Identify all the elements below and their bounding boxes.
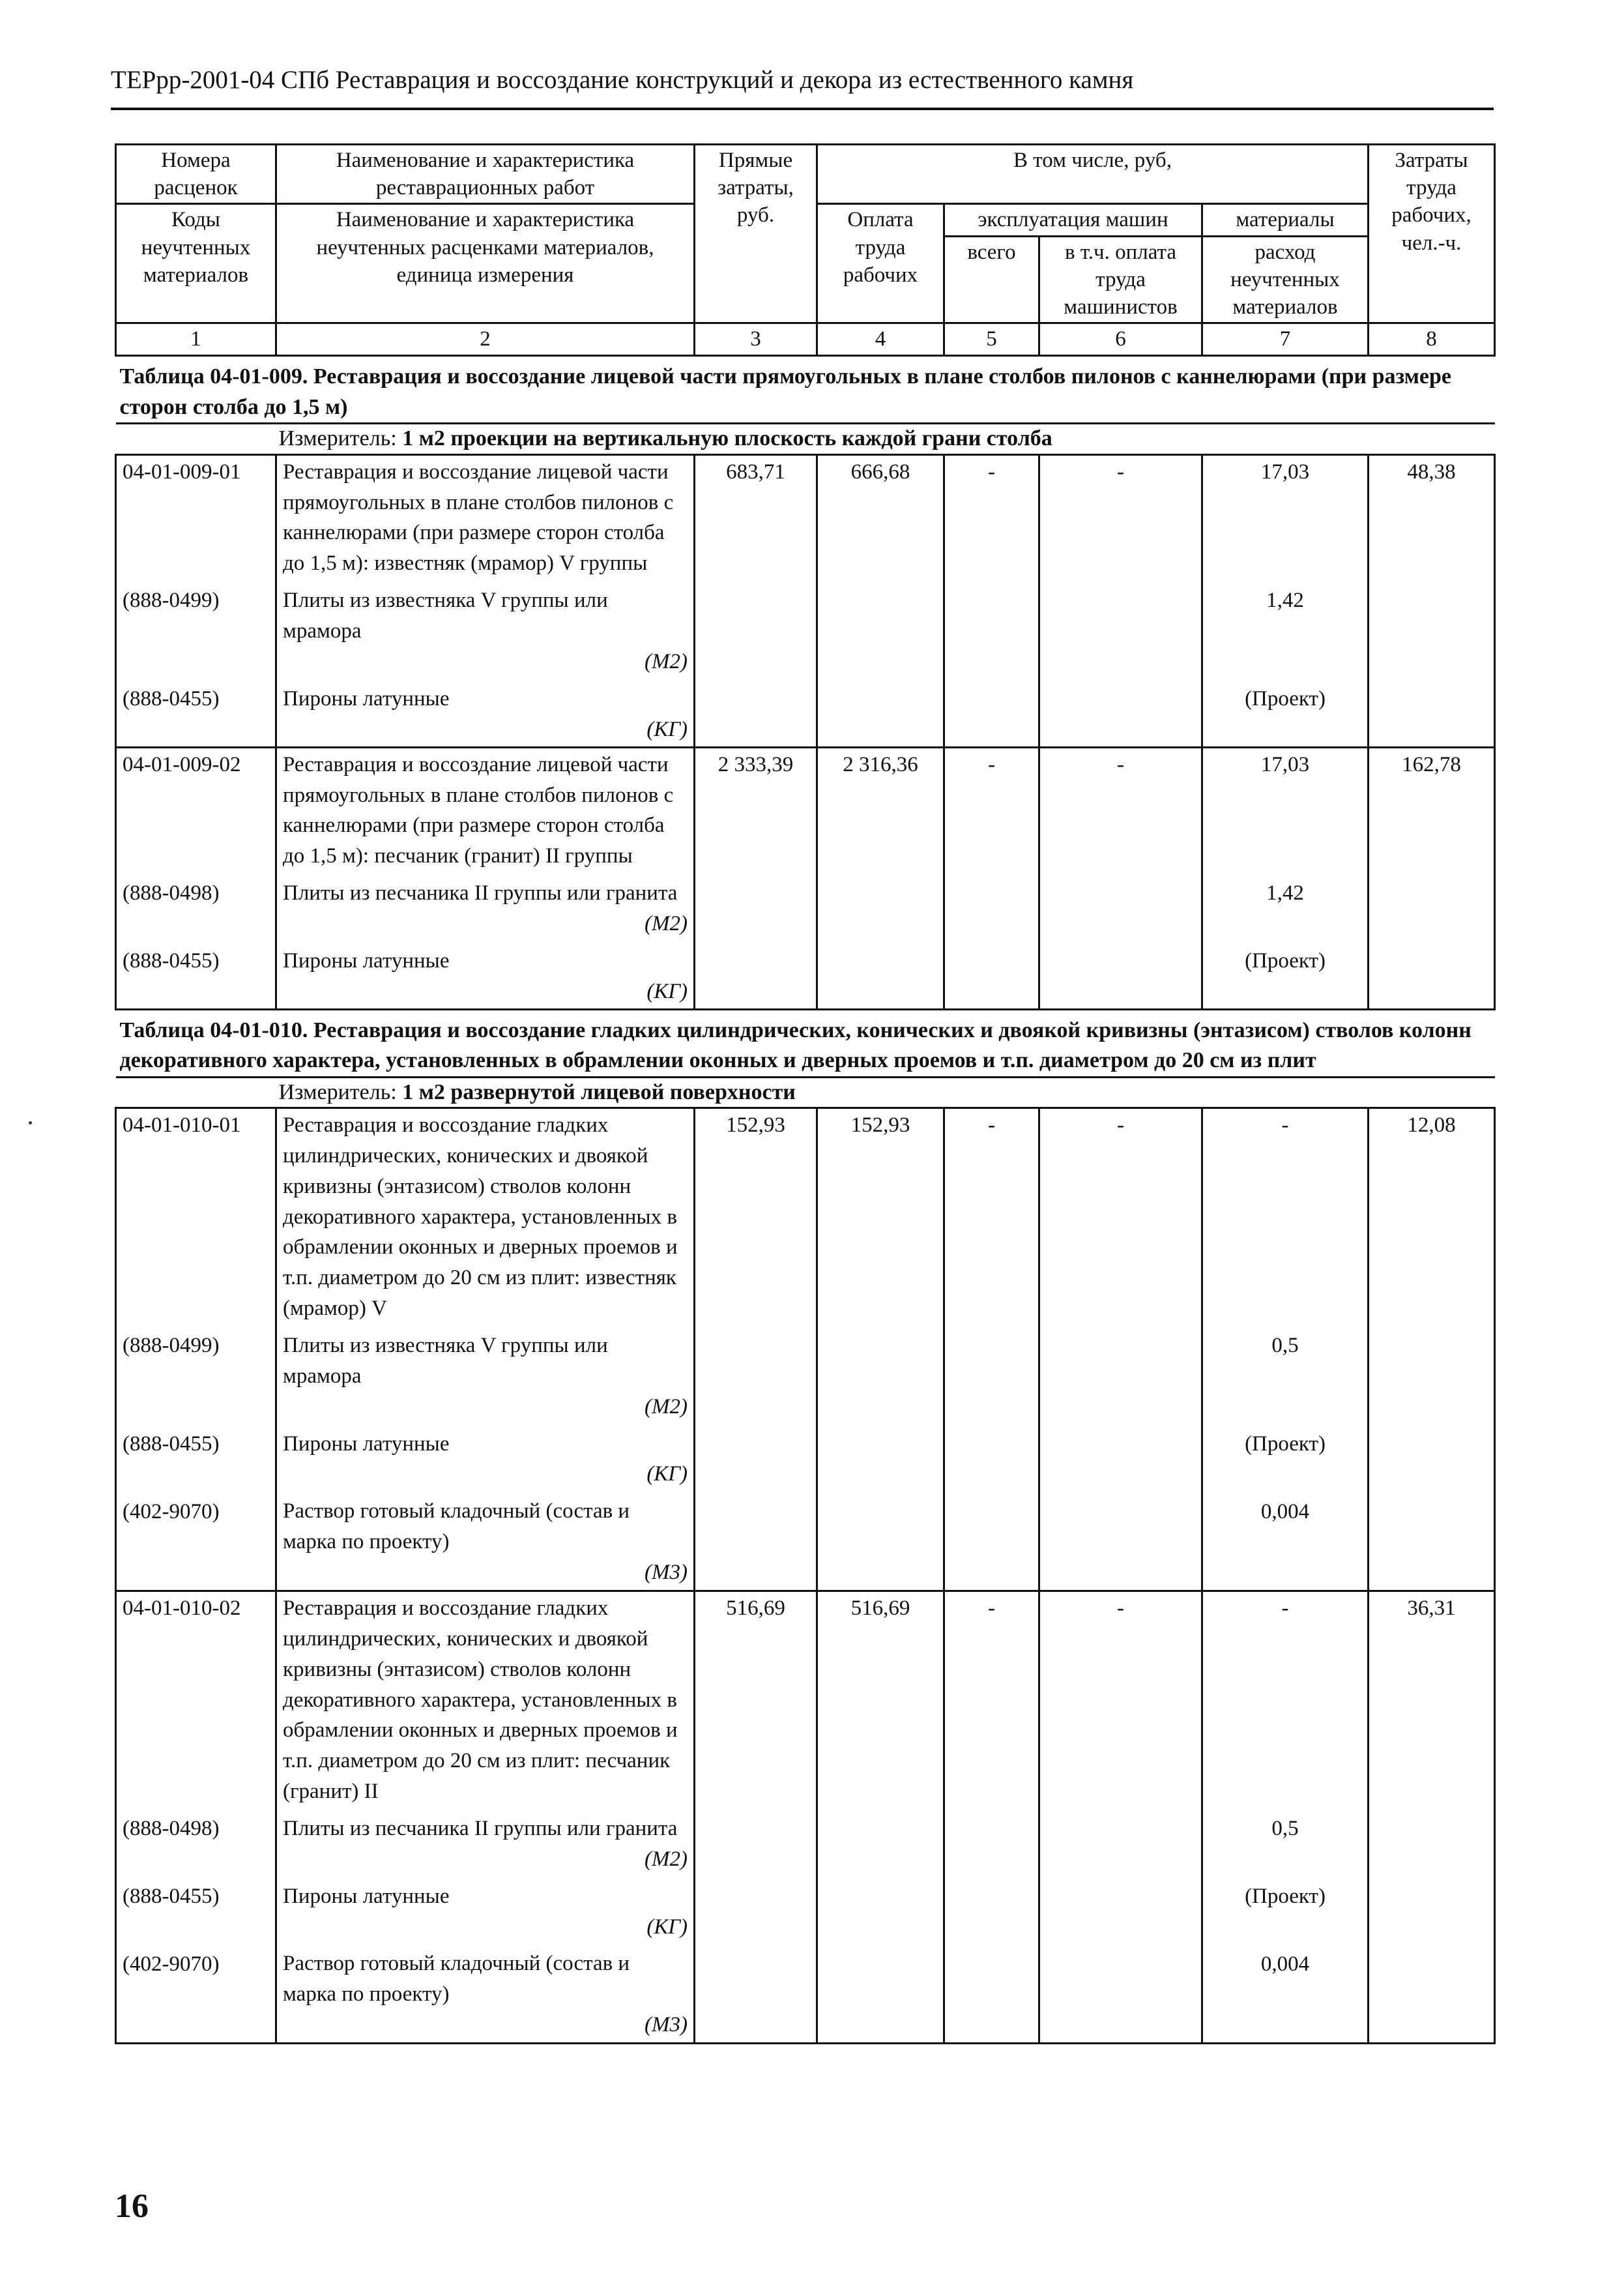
column-number-row <box>116 323 1495 356</box>
rate-code: 04-01-010-02 <box>123 1596 241 1620</box>
rate-name-cell <box>276 454 695 747</box>
measure-row <box>116 424 1495 454</box>
rate-name-cell <box>276 1108 695 1591</box>
column-number: 5 <box>944 323 1039 356</box>
header-machinists-wages: в т.ч. оплата труда машинистов <box>1039 236 1202 323</box>
material-name: Плиты из песчаника II группы или гранита <box>283 881 678 905</box>
material-block <box>283 939 688 1007</box>
machines-total-value: - <box>944 1108 1039 1591</box>
material-block <box>283 1422 688 1490</box>
header-labor-costs: Затраты труда рабочих, чел.-ч. <box>1369 145 1495 323</box>
column-number: 8 <box>1369 323 1495 356</box>
materials-cell <box>1202 1591 1369 2043</box>
material-block <box>283 1807 688 1875</box>
material-name: Пироны латунные <box>283 1432 450 1456</box>
rate-code: 04-01-010-01 <box>123 1113 241 1137</box>
material-quantity: 0,004 <box>1260 1952 1310 1976</box>
material-unit: (КГ) <box>646 1915 688 1939</box>
rate-name-cell <box>276 747 695 1009</box>
column-number: 2 <box>276 323 695 356</box>
direct-costs-value: 683,71 <box>695 454 817 747</box>
material-code: (888-0455) <box>123 1884 220 1908</box>
header-materials: материалы <box>1202 204 1369 236</box>
column-number: 4 <box>817 323 944 356</box>
wages-value: 152,93 <box>817 1108 944 1591</box>
header-machines: эксплуатация машин <box>944 204 1202 236</box>
table-caption: Таблица 04-01-009. Реставрация и воссоздание лицевой части прямоугольных в плане столбов пилонов с каннелюрами (при размере сторон столба до 1,5 м) <box>116 356 1495 424</box>
material-quantity: 1,42 <box>1266 881 1304 905</box>
measure-cell <box>116 424 1495 454</box>
rates-table <box>115 143 1496 2044</box>
measure-label: Измеритель: <box>278 1080 397 1104</box>
material-quantity: 0,5 <box>1271 1333 1299 1357</box>
material-quantity: 0,004 <box>1260 1499 1310 1523</box>
rate-code: 04-01-009-02 <box>123 752 241 776</box>
materials-cost: - <box>1281 1113 1289 1137</box>
material-quantity: 0,5 <box>1271 1816 1299 1840</box>
rate-row <box>116 1108 1495 1591</box>
material-unit: (М2) <box>645 1847 688 1871</box>
material-unit: (КГ) <box>646 1462 688 1486</box>
column-number: 7 <box>1202 323 1369 356</box>
rate-name: Реставрация и воссоздание лицевой части прямоугольных в плане столбов пилонов с каннелюрами (при размере сторон столба до 1,5 м): известняк (мрамор) V группы <box>283 460 674 576</box>
header-direct-costs: Прямые затраты, руб. <box>695 145 817 323</box>
header-material-names: Наименование и характеристика неучтенных расценками материалов, единица измерения <box>276 204 695 323</box>
page-number: 16 <box>115 2188 149 2225</box>
material-name: Пироны латунные <box>283 1884 450 1908</box>
direct-costs-value: 516,69 <box>695 1591 817 2043</box>
table-caption: Таблица 04-01-010. Реставрация и воссоздание гладких цилиндрических, конических и двоякой кривизны (энтазисом) стволов колонн декоративного характера, установленных в обрамлении оконных и дверных проемов и т.п. диаметром до 20 см из плит <box>116 1009 1495 1077</box>
materials-cost: - <box>1281 1596 1289 1620</box>
measure-value: 1 м2 развернутой лицевой поверхности <box>402 1080 796 1104</box>
page-header-title: ТЕРрр-2001-04 СПб Реставрация и воссоздание конструкций и декора из естественного камня <box>111 66 1134 94</box>
column-number: 6 <box>1039 323 1202 356</box>
material-block <box>283 872 688 939</box>
machinists-wages-value: - <box>1039 1108 1202 1591</box>
rate-name-cell <box>276 1591 695 2043</box>
material-quantity: 1,42 <box>1266 588 1304 612</box>
material-code: (888-0455) <box>123 686 220 711</box>
header-rate-number: Номера расценок <box>116 145 276 204</box>
material-code: (888-0455) <box>123 948 220 973</box>
material-unit: (М2) <box>645 649 688 673</box>
material-quantity: (Проект) <box>1245 1432 1326 1456</box>
rate-row <box>116 747 1495 1009</box>
material-unit: (М3) <box>645 1561 688 1585</box>
material-unit: (М3) <box>645 2013 688 2037</box>
material-unit: (М2) <box>645 1394 688 1418</box>
material-name: Раствор готовый кладочный (состав и марка по проекту) <box>283 1499 630 1554</box>
header-row-1 <box>116 145 1495 204</box>
material-block <box>283 1324 688 1422</box>
wages-value: 2 316,36 <box>817 747 944 1009</box>
materials-cell <box>1202 747 1369 1009</box>
direct-costs-value: 2 333,39 <box>695 747 817 1009</box>
material-name: Пироны латунные <box>283 686 450 711</box>
material-code: (888-0499) <box>123 1333 220 1357</box>
material-name: Плиты из известняка V группы или мрамора <box>283 1334 608 1388</box>
material-code: (402-9070) <box>123 1952 220 1976</box>
column-number: 3 <box>695 323 817 356</box>
material-unit: (КГ) <box>646 717 688 741</box>
material-name: Раствор готовый кладочный (состав и марка по проекту) <box>283 1952 630 2006</box>
machinists-wages-value: - <box>1039 747 1202 1009</box>
machines-total-value: - <box>944 454 1039 747</box>
header-divider <box>111 108 1494 110</box>
material-block <box>283 1490 688 1588</box>
materials-cost: 17,03 <box>1260 460 1310 484</box>
materials-cell <box>1202 454 1369 747</box>
rate-name: Реставрация и воссоздание гладких цилиндрических, конических и двоякой кривизны (энтазисом) стволов колонн декоративного характера, установленных в обрамлении оконных и дверных проемов и т.п. диаметром до 20 см из плит: песчаник (гранит) II <box>283 1596 678 1804</box>
header-material-consumption: расход неучтенных материалов <box>1202 236 1369 323</box>
material-block <box>283 1942 688 2040</box>
table-caption-row <box>116 356 1495 424</box>
measure-label: Измеритель: <box>278 426 397 451</box>
material-code: (888-0498) <box>123 1816 220 1840</box>
rate-codes-cell <box>116 747 276 1009</box>
material-name: Плиты из песчаника II группы или гранита <box>283 1817 678 1840</box>
material-code: (888-0498) <box>123 881 220 905</box>
labor-costs-value: 36,31 <box>1369 1591 1495 2043</box>
wages-value: 516,69 <box>817 1591 944 2043</box>
header-including-group: В том числе, руб, <box>817 145 1369 204</box>
material-quantity: (Проект) <box>1245 1884 1326 1908</box>
measure-row <box>116 1077 1495 1108</box>
header-wages: Оплата труда рабочих <box>817 204 944 323</box>
rate-codes-cell <box>116 1108 276 1591</box>
machines-total-value: - <box>944 1591 1039 2043</box>
material-unit: (М2) <box>645 911 688 935</box>
rate-codes-cell <box>116 454 276 747</box>
materials-cell <box>1202 1108 1369 1591</box>
materials-cost: 17,03 <box>1260 752 1310 776</box>
measure-cell <box>116 1077 1495 1108</box>
machinists-wages-value: - <box>1039 454 1202 747</box>
wages-value: 666,68 <box>817 454 944 747</box>
material-name: Пироны латунные <box>283 948 450 973</box>
material-block <box>283 677 688 745</box>
labor-costs-value: 12,08 <box>1369 1108 1495 1591</box>
material-code: (888-0499) <box>123 588 220 612</box>
material-unit: (КГ) <box>646 979 688 1003</box>
direct-costs-value: 152,93 <box>695 1108 817 1591</box>
rate-name: Реставрация и воссоздание гладких цилиндрических, конических и двоякой кривизны (энтазисом) стволов колонн декоративного характера, установленных в обрамлении оконных и дверных проемов и т.п. диаметром до 20 см из плит: известняк (мрамор) V <box>283 1113 678 1321</box>
material-block <box>283 579 688 677</box>
header-material-codes: Коды неучтенных материалов <box>116 204 276 323</box>
table-caption-row <box>116 1009 1495 1077</box>
material-quantity: (Проект) <box>1245 686 1326 711</box>
material-quantity: (Проект) <box>1245 948 1326 973</box>
header-work-name: Наименование и характеристика реставрационных работ <box>276 145 695 204</box>
material-name: Плиты из известняка V группы или мрамора <box>283 589 608 643</box>
scan-speck <box>29 1121 32 1124</box>
rate-row <box>116 454 1495 747</box>
material-block <box>283 1875 688 1943</box>
rate-row <box>116 1591 1495 2043</box>
rate-codes-cell <box>116 1591 276 2043</box>
material-code: (402-9070) <box>123 1499 220 1523</box>
rate-name: Реставрация и воссоздание лицевой части прямоугольных в плане столбов пилонов с каннелюрами (при размере сторон столба до 1,5 м): песчаник (гранит) II группы <box>283 752 674 868</box>
header-machines-total: всего <box>944 236 1039 323</box>
rate-code: 04-01-009-01 <box>123 460 241 484</box>
machines-total-value: - <box>944 747 1039 1009</box>
column-number: 1 <box>116 323 276 356</box>
labor-costs-value: 162,78 <box>1369 747 1495 1009</box>
material-code: (888-0455) <box>123 1432 220 1456</box>
labor-costs-value: 48,38 <box>1369 454 1495 747</box>
measure-value: 1 м2 проекции на вертикальную плоскость каждой грани столба <box>402 426 1052 451</box>
machinists-wages-value: - <box>1039 1591 1202 2043</box>
